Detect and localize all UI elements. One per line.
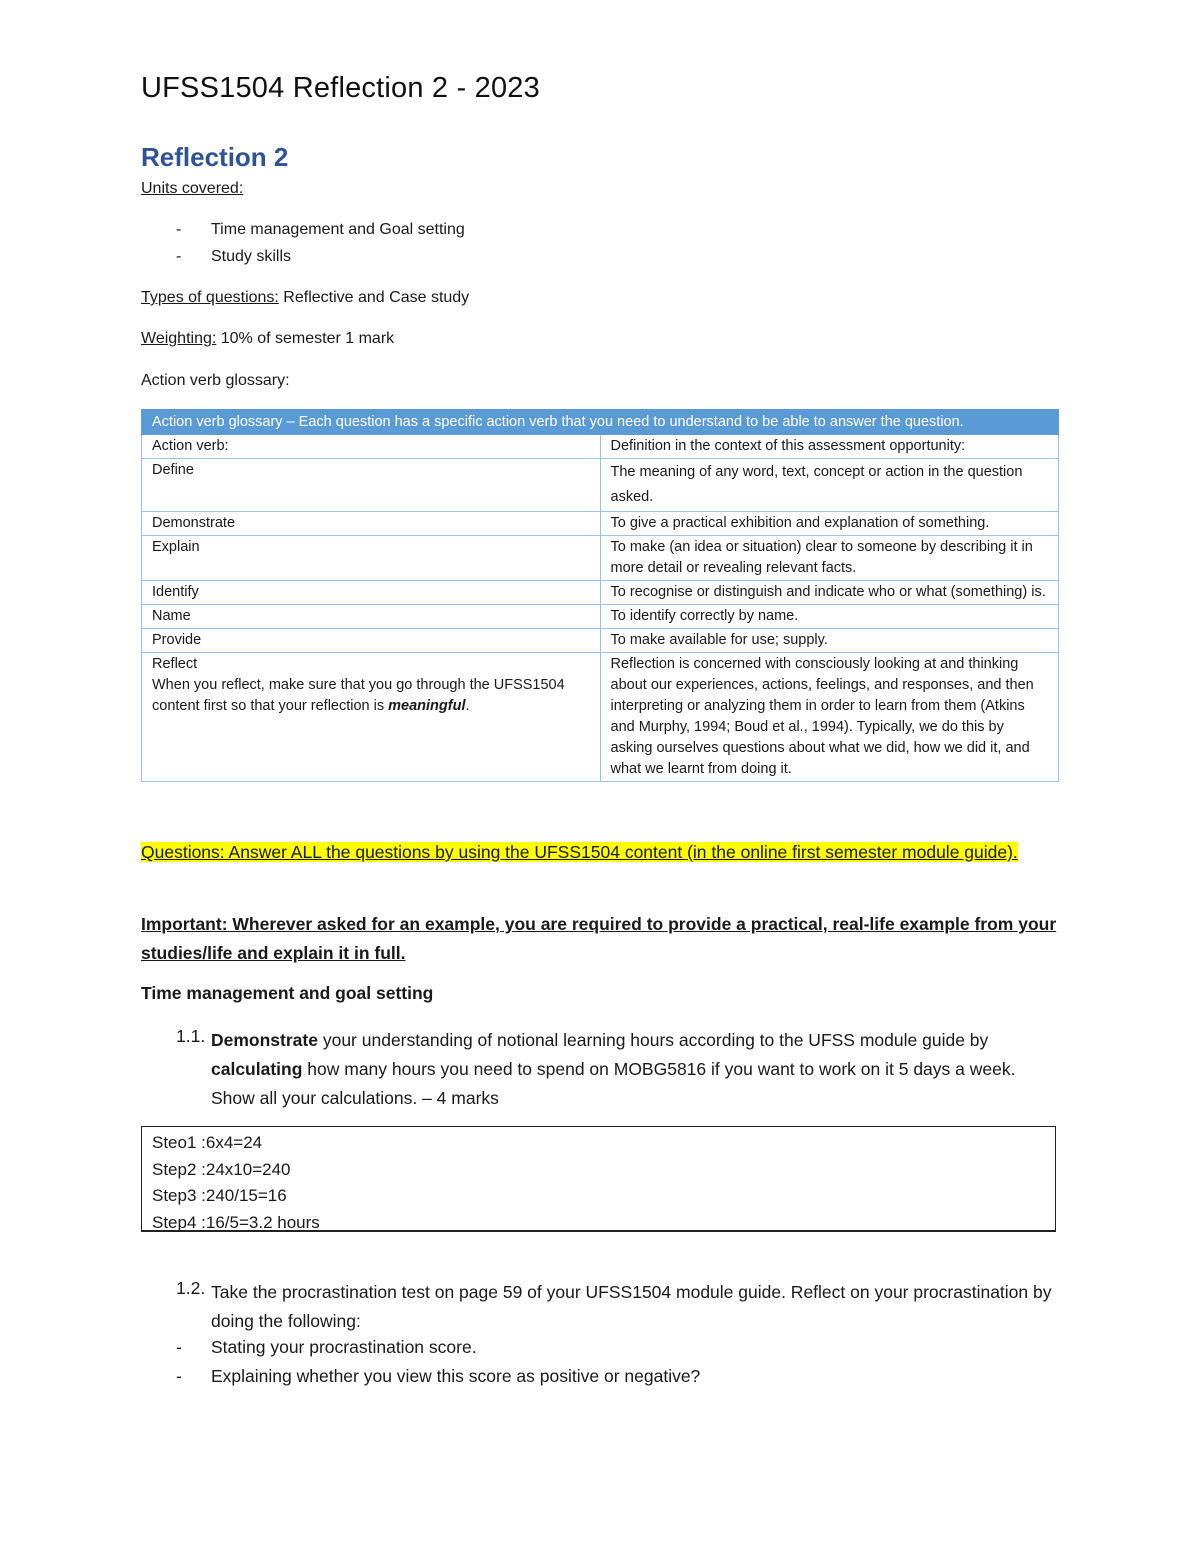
- verb-cell-reflect: [142, 653, 601, 782]
- subsection-heading: Time management and goal setting: [141, 983, 434, 1003]
- definition-cell: To give a practical exhibition and explanation of something.: [600, 512, 1059, 536]
- reflect-note-emphasis: meaningful: [388, 698, 466, 714]
- bullet-marker: -: [176, 1366, 182, 1386]
- definition-cell: To make (an idea or situation) clear to someone by describing it in more detail or revealing relevant facts.: [600, 536, 1059, 581]
- reflect-note: [152, 675, 590, 717]
- sub-item: Stating your procrastination score.: [211, 1337, 477, 1357]
- reflect-note-start: When you reflect, make sure that you go through the UFSS1504 content first so that your reflection is: [152, 677, 565, 714]
- definition-cell: To recognise or distinguish and indicate who or what (something) is.: [600, 581, 1059, 605]
- section-heading: Reflection 2: [141, 142, 289, 172]
- highlighted-instruction: Questions: Answer ALL the questions by using the UFSS1504 content (in the online first semester module guide).: [141, 842, 1018, 862]
- reflect-verb: Reflect: [152, 656, 198, 672]
- definition-cell: To make available for use; supply.: [600, 629, 1059, 653]
- weighting-value: 10% of semester 1 mark: [216, 330, 395, 347]
- question-number: 1.2.: [176, 1278, 206, 1298]
- verb-cell: Define: [142, 459, 601, 512]
- question-text-part: how many hours you need to spend on MOBG5816 if you want to work on it 5 days a week. Show all your calculations. – 4 marks: [211, 1059, 1016, 1108]
- glossary-label: Action verb glossary:: [141, 372, 290, 389]
- verb-cell: Provide: [142, 629, 601, 653]
- table-header-cell: Action verb glossary – Each question has a specific action verb that you need to understand to be able to answer the question.: [142, 410, 1059, 435]
- answer-line: Step4 :16/5=3.2 hours: [152, 1212, 320, 1232]
- column-header-definition: Definition in the context of this assessment opportunity:: [600, 435, 1059, 459]
- verb-cell: Demonstrate: [142, 512, 601, 536]
- bullet-marker: -: [176, 221, 182, 238]
- answer-line: Steo1 :6x4=24: [152, 1133, 263, 1152]
- answer-box[interactable]: [141, 1126, 1056, 1232]
- table-row: [142, 629, 1059, 653]
- weighting-label: Weighting:: [141, 330, 217, 347]
- types-value: Reflective and Case study: [278, 289, 470, 306]
- table-row: [142, 536, 1059, 581]
- questions-instruction: [141, 837, 1041, 867]
- sub-item: Explaining whether you view this score as positive or negative?: [211, 1366, 701, 1386]
- bullet-marker: -: [176, 1337, 182, 1357]
- action-verb-glossary-table: [141, 409, 1059, 782]
- question-1-2-text: Take the procrastination test on page 59 of your UFSS1504 module guide. Reflect on your procrastination by doing the following:: [211, 1282, 1052, 1331]
- table-row: [142, 512, 1059, 536]
- definition-cell: The meaning of any word, text, concept or action in the question asked.: [600, 459, 1059, 512]
- table-row: [142, 435, 1059, 459]
- definition-cell: Reflection is concerned with consciously looking at and thinking about our experiences, actions, feelings, and responses, and then interpreting or analyzing them in order to learn from them (Atkins and Murphy, 1994; Boud et al., 1994). Typically, we do this by asking ourselves questions about what we did, how we did it, and what we learnt from doing it.: [600, 653, 1059, 782]
- document-title: UFSS1504 Reflection 2 - 2023: [141, 72, 540, 104]
- bullet-marker: -: [176, 248, 182, 265]
- question-text-part: your understanding of notional learning hours according to the UFSS module guide by: [317, 1030, 989, 1050]
- reflect-note-end: .: [465, 698, 470, 714]
- definition-cell: To identify correctly by name.: [600, 605, 1059, 629]
- unit-item: Study skills: [211, 248, 292, 265]
- important-note: Important: Wherever asked for an example, you are required to provide a practical, real-life example from your studies/life and explain it in full.: [141, 914, 1057, 963]
- verb-cell: Identify: [142, 581, 601, 605]
- emphasis-demonstrate: Demonstrate: [211, 1030, 318, 1050]
- table-row: [142, 653, 1059, 782]
- column-header-verb: Action verb:: [142, 435, 601, 459]
- table-row: [142, 605, 1059, 629]
- verb-cell: Name: [142, 605, 601, 629]
- emphasis-calculating: calculating: [211, 1059, 303, 1079]
- types-of-questions: [141, 289, 469, 307]
- question-1-1-text: [211, 1026, 1061, 1113]
- units-covered-label: Units covered:: [141, 180, 244, 197]
- types-label: Types of questions:: [141, 289, 279, 306]
- unit-item: Time management and Goal setting: [211, 221, 465, 238]
- weighting: [141, 330, 394, 348]
- table-row: [142, 459, 1059, 512]
- verb-cell: Explain: [142, 536, 601, 581]
- table-header-row: [142, 410, 1059, 435]
- answer-line: Step2 :24x10=240: [152, 1159, 291, 1179]
- answer-line: Step3 :240/15=16: [152, 1186, 287, 1205]
- question-number: 1.1.: [176, 1026, 206, 1046]
- table-row: [142, 581, 1059, 605]
